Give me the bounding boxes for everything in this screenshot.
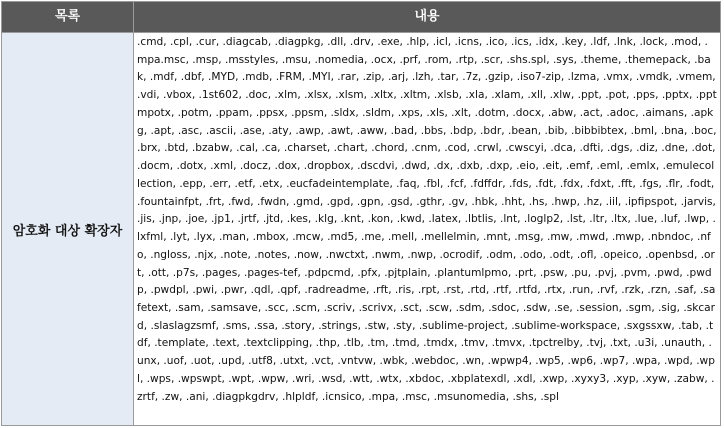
extension-table <box>1 1 721 426</box>
header-list-column: 목록 <box>2 2 134 32</box>
row-label-cell: 암호화 대상 확장자 <box>2 33 134 425</box>
header-content-column: 내용 <box>414 9 440 24</box>
table-row <box>2 32 720 425</box>
extensions-content-cell: .cmd, .cpl, .cur, .diagcab, .diagpkg, .dll, .drv, .exe, .hlp, .icl, .icns, .ico, .ics, .idx, .key, .ldf, .lnk, .lock, .mod, .mpa.msc, .msp, .msstyles, .msu, .nomedia, .ocx, .prf, .rom, .rtp, .scr, .shs.spl, .sys, .theme, .themepack, .bak, .mdf, .dbf, .MYD, .mdb, .FRM, .MYI, .rar, .zip, .arj, .lzh, .tar, .7z, .gzip, .iso7-zip, .lzma, .vmx, .vmdk, .vmem, .vdi, .vbox, .1st602, .doc, .xlm, .xlsx, .xlsm, .xltx, .xltm, .xlsb, .xla, .xlam, .xll, .xlw, .ppt, .pot, .pps, .pptx, .pptmpotx, .potm, .ppam, .ppsx, .ppsm, .sldx, .sldm, .xps, .xls, .xlt, .dotm, .docx, .abw, .act, .adoc, .aimans, .apkg, .apt, .asc, .ascii, .ase, .aty, .awp, .awt, .aww, .bad, .bbs, .bdp, .bdr, .bean, .bib, .bibbibtex, .bml, .bna, .boc, .brx, .btd, .bzabw, .cal, .ca, .charset, .chart, .chord, .cnm, .cod, .crwl, .cwscyi, .dca, .dfti, .dgs, .diz, .dne, .dot, .docm, .dotx, .xml, .docz, .dox, .dropbox, .dscdvi, .dwd, .dx, .dxb, .dxp, .eio, .eit, .emf, .eml, .emlx, .emulecollection, .epp, .err, .etf, .etx, .eucfadeintemplate, .faq, .fbl, .fcf, .fdffdr, .fds, .fdt, .fdx, .fdxt, .fft, .fgs, .flr, .fodt, .fountainfpt, .frt, .fwd, .fwdn, .gmd, .gpd, .gpn, .gsd, .gthr, .gv, .hbk, .hht, .hs, .hwp, .hz, .iil, .ipfipspot, .jarvis, .jis, .jnp, .joe, .jp1, .jrtf, .jtd, .kes, .klg, .knt, .kon, .kwd, .latex, .lbtlis, .lnt, .loglp2, .lst, .ltr, .ltx, .lue, .luf, .lwp, .lxfml, .lyt, .lyx, .man, .mbox, .mcw, .md5, .me, .mell, .mellelmin, .mnt, .msg, .mw, .mwd, .mwp, .nbndoc, .nfo, .ngloss, .njx, .note, .notes, .now, .nwctxt, .nwm, .nwp, .ocrodif, .odm, .odo, .odt, .ofl, .opeico, .openbsd, .ort, .ott, .p7s, .pages, .pages-tef, .pdpcmd, .pfx, .pjtplain, .plantumlpmo, .prt, .psw, .pu, .pvj, .pvm, .pwd, .pwdp, .pwdpl, .pwi, .pwr, .qdl, .qpf, .radreadme, .rft, .ris, .rpt, .rst, .rtd, .rtf, .rtfd, .rtx, .run, .rvf, .rzk, .rzn, .saf, .safetext, .sam, .samsave, .scc, .scm, .scriv, .scrivx, .sct, .scw, .sdm, .sdoc, .sdw, .se, .session, .sgm, .sig, .skcard, .slaslagzsmf, .sms, .ssa, .story, .strings, .stw, .sty, .sublime-project, .sublime-workspace, .sxgssxw, .tab, .tdf, .template, .text, .textclipping, .thp, .tlb, .tm, .tmd, .tmdx, .tmv, .tmvx, .tpctrelby, .tvj, .txt, .u3i, .unauth, .unx, .uof, .uot, .upd, .utf8, .utxt, .vct, .vntvw, .wbk, .webdoc, .wn, .wpwp4, .wp5, .wp6, .wp7, .wpa, .wpd, .wpl, .wps, .wpswpt, .wpt, .wpw, .wri, .wsd, .wtt, .wtx, .xbdoc, .xbplatexdl, .xdl, .xwp, .xyxy3, .xyp, .xyw, .zabw, .zrtf, .zw, .ani, .diagpkgdrv, .hlpldf, .icnsico, .mpa, .msc, .msunomedia, .shs, .spl <box>137 36 717 403</box>
table-header-row <box>2 2 720 32</box>
